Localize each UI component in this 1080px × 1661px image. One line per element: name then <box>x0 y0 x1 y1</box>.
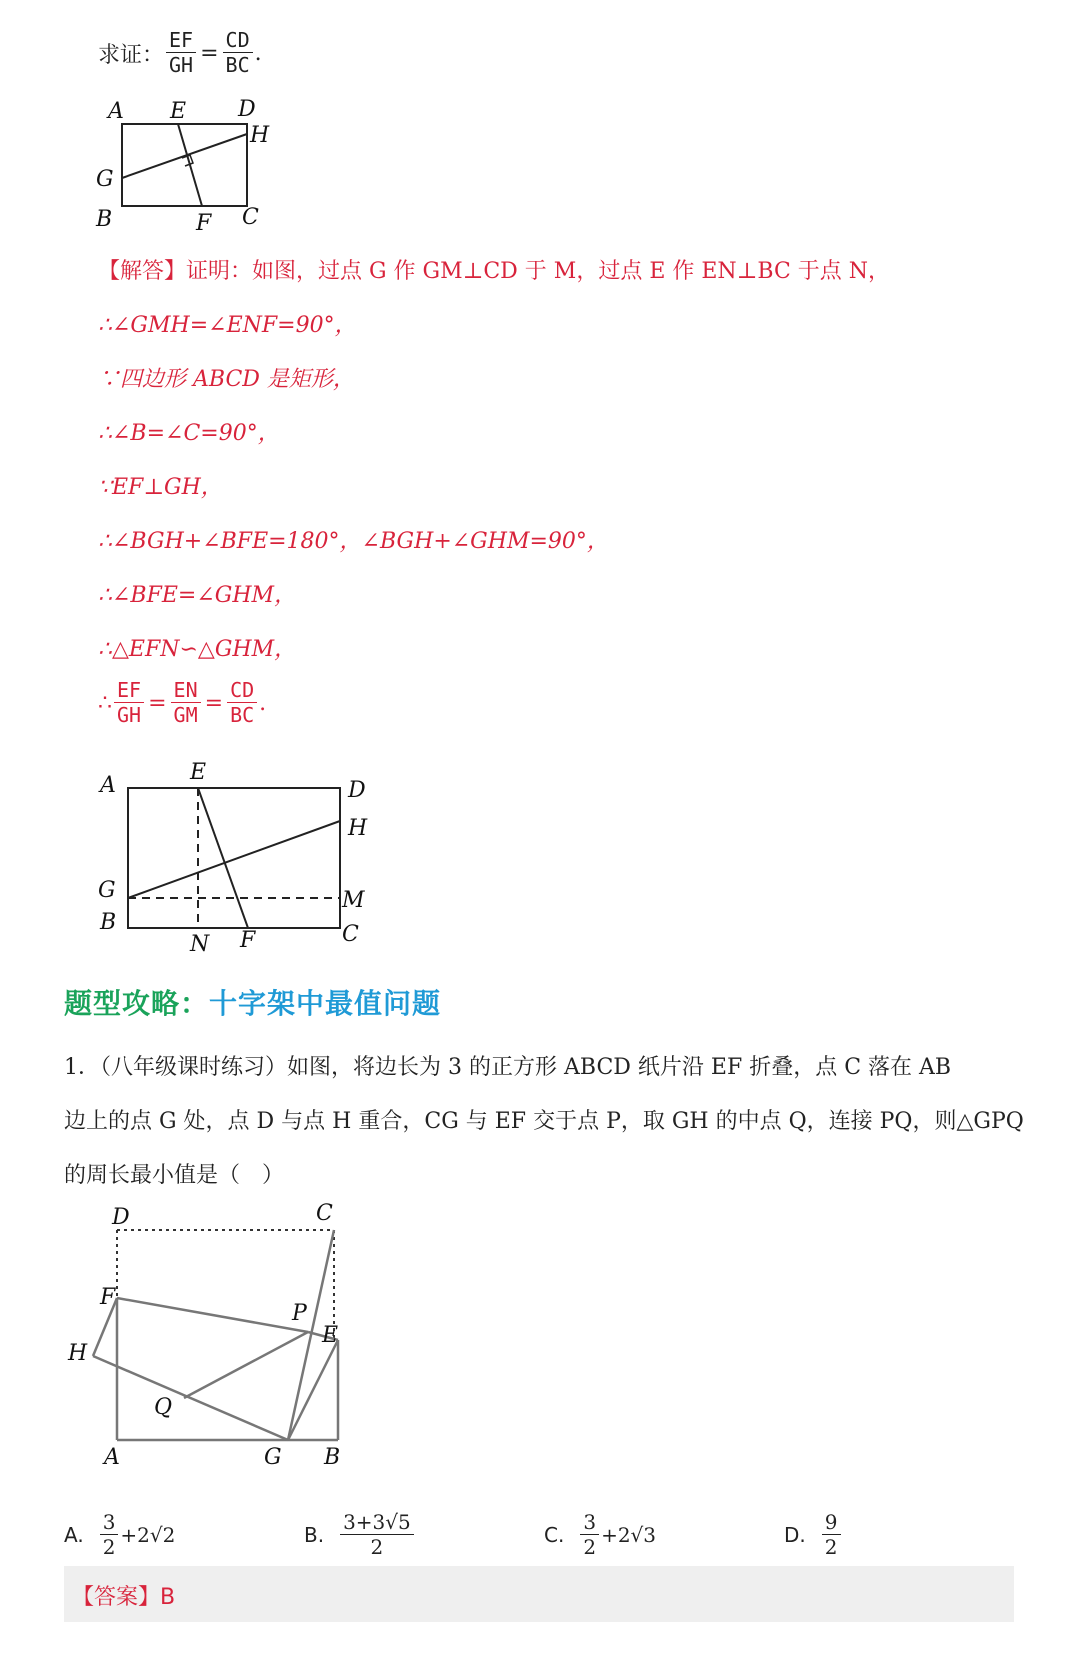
label-f-2: F <box>240 928 256 953</box>
label-h-3: H <box>68 1341 88 1366</box>
label-a-2: A <box>100 773 116 798</box>
label-g-2: G <box>98 878 116 903</box>
label-g-3: G <box>264 1445 282 1470</box>
solution-line-9: ∴ $\frac{EF}{GH}$ = $\frac{EN}{GM}$ = $\frac{CD}{BC}$ . <box>98 678 267 727</box>
solution-line-3: ∵四边形 ABCD 是矩形， <box>98 367 355 392</box>
solution-line-6: ∴∠BGH+∠BFE=180°，∠BGH+∠GHM=90°， <box>98 529 609 554</box>
label-d-3: D <box>112 1205 130 1230</box>
figure-3-fold-square <box>60 1200 390 1480</box>
prove-prefix: 求证： <box>98 42 165 68</box>
rect-abcd <box>122 124 247 206</box>
solution-line-8: ∴△EFN∽△GHM， <box>98 637 297 662</box>
label-d: D <box>238 97 256 122</box>
option-a[interactable]: A. $\frac{3}{2}$ +2√2 <box>64 1510 176 1559</box>
fraction-cd-bc: $\frac{CD}{BC}$ <box>223 30 253 76</box>
label-c-3: C <box>316 1201 333 1226</box>
prove-statement: 求证： $\frac{EF}{GH}$ = $\frac{CD}{BC}$ . <box>98 28 262 77</box>
label-a: A <box>108 99 124 124</box>
problem-line-2: 边上的点 G 处，点 D 与点 H 重合，CG 与 EF 交于点 P，取 GH 的中点 Q，连接 PQ，则△GPQ <box>64 1109 1024 1134</box>
fraction-ef-gh: $\frac{EF}{GH}$ <box>166 30 196 76</box>
label-f-3: F <box>100 1285 116 1310</box>
label-h-2: H <box>348 816 368 841</box>
label-b-3: B <box>324 1445 341 1470</box>
segment-qp <box>184 1332 308 1398</box>
label-b: B <box>96 207 113 232</box>
figure-1-rectangle <box>90 96 290 246</box>
label-m-2: M <box>342 888 365 913</box>
label-f: F <box>196 211 212 236</box>
segment-fp <box>117 1298 308 1332</box>
solution-line-5: ∵EF⊥GH， <box>98 475 223 500</box>
problem-line-1: 1．（八年级课时练习）如图，将边长为 3 的正方形 ABCD 纸片沿 EF 折叠，点 C 落在 AB <box>64 1055 952 1080</box>
option-d[interactable]: D. $\frac{9}{2}$ <box>784 1512 843 1558</box>
segment-ef <box>178 124 202 206</box>
label-a-3: A <box>104 1445 120 1470</box>
solution-line-7: ∴∠BFE=∠GHM， <box>98 583 297 608</box>
label-d-2: D <box>348 778 366 803</box>
label-c: C <box>242 205 259 230</box>
segment-gh <box>122 134 247 178</box>
label-g: G <box>96 167 114 192</box>
solution-line-1: 【解答】证明：如图，过点 G 作 GM⊥CD 于 M，过点 E 作 EN⊥BC 于点 N， <box>98 259 891 284</box>
label-q-3: Q <box>154 1395 173 1420</box>
answer-bar <box>64 1566 1014 1622</box>
label-e: E <box>170 99 187 124</box>
label-c-2: C <box>342 922 359 947</box>
problem-line-3: 的周长最小值是（ ） <box>64 1163 285 1188</box>
figure-2-rectangle <box>90 755 390 965</box>
label-p-3: P <box>292 1301 307 1326</box>
solution-line-4: ∴∠B=∠C=90°， <box>98 421 280 446</box>
heading-part-1: 题型攻略： <box>64 987 210 1020</box>
option-b[interactable]: B. $\frac{3+3√5}{2}$ <box>304 1512 416 1558</box>
label-n-2: N <box>190 932 210 957</box>
label-e-3: E <box>322 1323 339 1348</box>
rect-abcd-2 <box>128 788 340 928</box>
solution-line-2: ∴∠GMH=∠ENF=90°， <box>98 313 357 338</box>
label-h: H <box>250 123 270 148</box>
heading-part-2: 十字架中最值问题 <box>209 987 442 1020</box>
segment-hg <box>93 1356 288 1440</box>
option-c[interactable]: C. $\frac{3}{2}$ +2√3 <box>544 1510 657 1559</box>
right-angle-mark <box>182 155 193 166</box>
section-heading <box>64 982 441 1022</box>
answer-text: 【答案】B <box>72 1585 176 1610</box>
label-b-2: B <box>100 910 117 935</box>
label-e-2: E <box>190 760 207 785</box>
segment-ge <box>288 1340 338 1440</box>
